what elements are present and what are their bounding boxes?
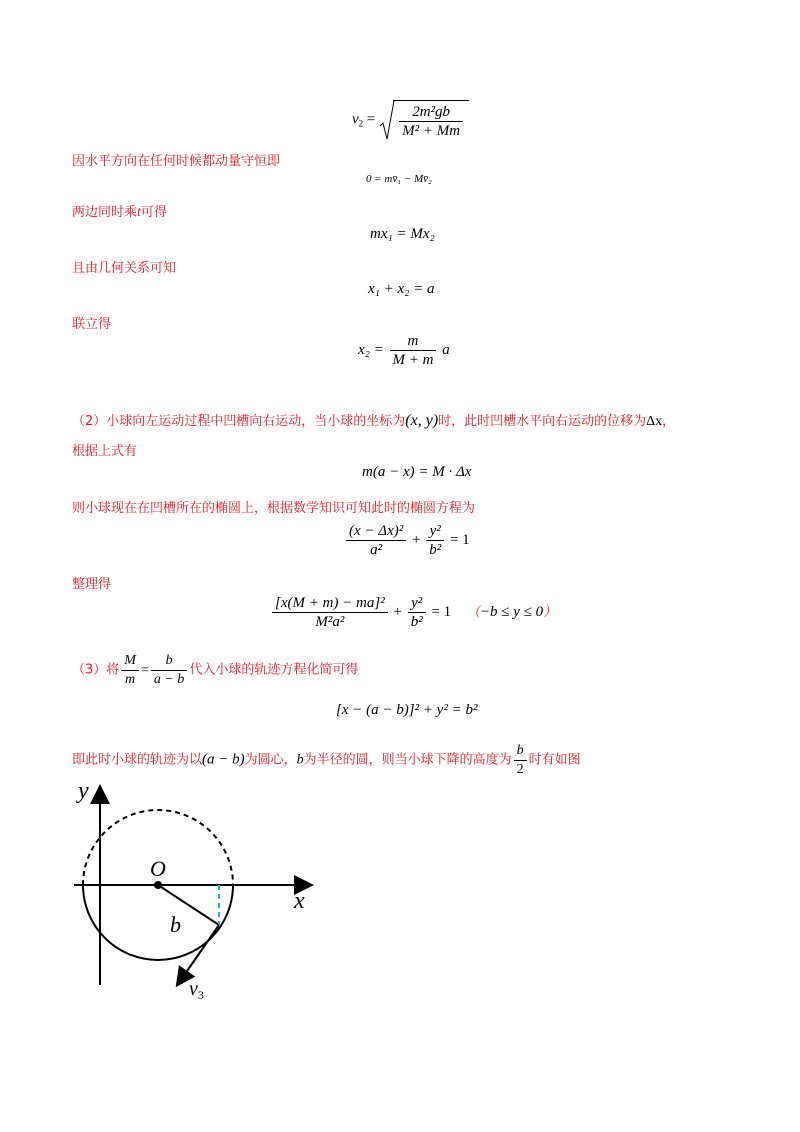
text-part3-a: （3）将 — [72, 662, 120, 678]
text-part3-b: 代入小球的轨迹方程化简可得 — [189, 662, 359, 678]
eq-geometry: x₁ + x₂ = a — [368, 281, 435, 297]
text-part2-c: ， — [662, 414, 676, 429]
fraction — [346, 522, 406, 559]
ellipse-numerator: (x − Δx)² — [346, 522, 406, 541]
eq-v2-equals: = — [366, 111, 376, 128]
text-part2-intro — [72, 410, 675, 430]
x2-numerator: m — [390, 332, 437, 351]
eq-ellipse — [344, 522, 470, 559]
origin-label: O — [150, 856, 166, 881]
ellipse-numerator-y: y² — [426, 522, 444, 541]
text-simplify: 整理得 — [72, 577, 112, 592]
ellipse2-rhs: = 1 — [431, 603, 452, 620]
eq-circle: [x − (a − b)]² + y² = b² — [336, 702, 478, 718]
ellipse-denominator-b: b² — [429, 542, 442, 558]
ellipse-rhs: = 1 — [449, 531, 470, 548]
text-traj-d: 时有如图 — [528, 752, 581, 768]
eq-momentum: 0 = mv̄₁ − Mv̄₂ — [366, 173, 432, 185]
inline-half-b — [512, 743, 529, 777]
fraction — [426, 522, 444, 559]
v2-numerator: 2m²gb — [399, 103, 463, 122]
fraction — [408, 594, 426, 631]
delta-x: Δx — [646, 414, 663, 429]
eq-v2-lhs: v — [352, 111, 359, 128]
text-traj-b: 为圆心， — [244, 752, 297, 768]
range-condition: −b ≤ y ≤ 0 — [479, 603, 544, 620]
eq-v2-sub: 2 — [358, 118, 364, 129]
fraction — [514, 742, 527, 779]
x-axis-label: x — [294, 888, 305, 914]
v2-denominator: M² + Mm — [402, 123, 461, 139]
ratio-num-M: M — [121, 652, 139, 671]
var-b: b — [296, 752, 304, 768]
ellipse-denominator: a² — [370, 542, 383, 558]
fraction — [151, 652, 187, 689]
center-expr: (a − b) — [202, 751, 245, 768]
plus-sign: + — [393, 603, 402, 620]
eq-x2 — [358, 332, 450, 369]
var-t: t — [137, 205, 141, 220]
eq-relation: m(a − x) = M · Δx — [362, 464, 472, 480]
eq-v2 — [352, 100, 469, 140]
text-combine: 联立得 — [72, 317, 112, 332]
velocity-label-sub: 3 — [197, 988, 204, 1002]
ratio-num-b: b — [151, 652, 187, 671]
text-multiply-t — [72, 201, 167, 221]
inline-ratio: $\frac{M}{m}$ = $\frac{b}{a - b}$ — [119, 663, 189, 678]
eq-x2-lhs: x₂ = — [358, 341, 384, 358]
ellipse2-numerator-y: y² — [408, 594, 426, 613]
text-part2-a: （2）小球向左运动过程中凹槽向右运动，当小球的坐标为 — [72, 414, 406, 429]
ellipse2-denominator-b: b² — [410, 614, 423, 630]
fraction — [390, 332, 437, 369]
velocity-label-v: v — [189, 978, 198, 1000]
range-close: ） — [543, 604, 557, 620]
x2-denominator: M + m — [392, 352, 434, 368]
eq-mx: mx₁ = Mx₂ — [370, 226, 435, 242]
y-axis-label: y — [78, 778, 89, 804]
eq-x2-tail: a — [442, 341, 450, 358]
eq-ellipse-simplified — [270, 594, 556, 631]
fraction — [399, 103, 463, 140]
circle-lower-solid — [83, 885, 233, 960]
text-geometry: 且由几何关系可知 — [72, 261, 177, 276]
ratio-den-m: m — [125, 672, 136, 687]
radius-label: b — [170, 912, 181, 937]
text-multiply-t-a: 两边同时乘 — [72, 205, 138, 220]
half-den-2: 2 — [516, 762, 524, 777]
half-num-b: b — [514, 742, 527, 761]
coord-xy: (x, y) — [405, 412, 439, 429]
text-traj-a: 即此时小球的轨迹为以 — [72, 752, 203, 768]
sqrt — [379, 100, 469, 140]
fraction — [121, 652, 139, 689]
text-momentum-intro: 因水平方向在任何时候都动量守恒即 — [72, 154, 281, 169]
range-open: （ — [466, 604, 480, 620]
text-ellipse-intro: 则小球现在在凹槽所在的椭圆上，根据数学知识可知此时的椭圆方程为 — [72, 501, 476, 516]
ellipse2-numerator: [x(M + m) − ma]² — [272, 594, 388, 613]
ellipse2-denominator: M²a² — [315, 614, 345, 630]
velocity-label — [189, 978, 204, 1002]
text-multiply-t-b: 可得 — [140, 205, 167, 220]
text-part3 — [72, 652, 358, 689]
plus-sign: + — [411, 531, 421, 548]
text-per-above: 根据上式有 — [72, 444, 138, 459]
fraction — [272, 594, 388, 631]
ratio-den-ab: a − b — [153, 672, 185, 687]
text-part2-b: 时，此时凹槽水平向右运动的位移为 — [438, 414, 647, 429]
trajectory-figure — [66, 770, 326, 1010]
radius-line — [158, 885, 219, 925]
text-traj-c: 为半径的圆，则当小球下降的高度为 — [303, 752, 512, 768]
